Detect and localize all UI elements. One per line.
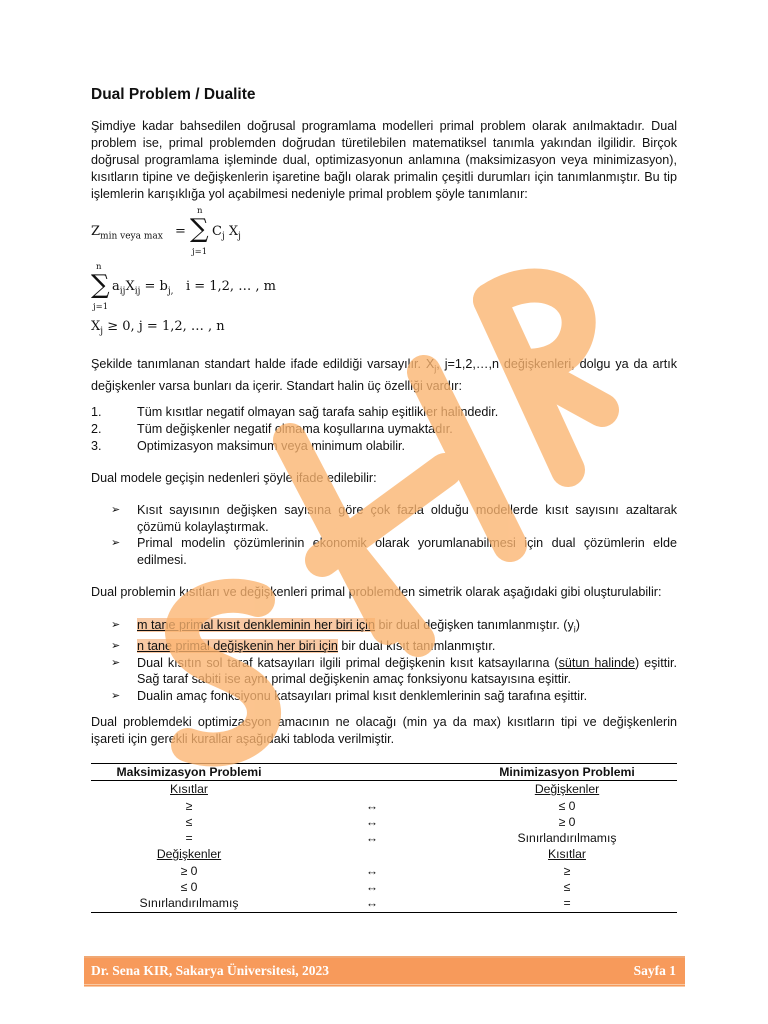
rule-1-text: bir dual değişken tanımlanmıştır. (y — [374, 618, 574, 632]
eq2-index-range: i = 1,2, … , m — [185, 279, 276, 294]
table-row — [91, 781, 677, 798]
footer-page-number: Sayfa 1 — [633, 963, 676, 978]
list-item — [91, 438, 498, 455]
list-item-text: Optimizasyon maksimum veya minimum olabilir. — [137, 439, 406, 453]
eq2-lower-limit: j=1 — [93, 302, 109, 312]
list-item — [111, 638, 677, 655]
table-cell-right: Sınırlandırılmamış — [517, 831, 617, 846]
list-item — [91, 404, 498, 421]
table-row — [91, 879, 677, 895]
reasons-intro: Dual modele geçişin nedenleri şöyle ifade edilebilir: — [91, 471, 377, 485]
eq1-z: Z — [91, 224, 101, 239]
eq2-upper-limit: n — [96, 262, 102, 272]
arrow-bullet-icon: ➢ — [111, 689, 121, 702]
list-item — [111, 617, 677, 638]
list-item-text: Tüm değişkenler negatif olmama koşullarına uymaktadır. — [137, 422, 453, 436]
table-cell-arrow: ↔ — [365, 831, 379, 846]
list-item-text: Kısıt sayısının değişken sayısına göre çok fazla olduğu modellerde kısıt sayısını azaltarak çözümü kolaylaştırmak. — [137, 503, 677, 534]
eq1-upper-limit: n — [197, 206, 203, 216]
list-item — [91, 421, 498, 438]
page-footer — [84, 956, 685, 987]
table-cell-right: Değişkenler — [534, 782, 600, 797]
rule-1-underlined: m tane primal kısıt denkleminin her biri için — [137, 618, 375, 632]
rule-1-sub: i — [573, 624, 576, 635]
arrow-bullet-icon: ➢ — [111, 504, 121, 516]
table-cell-left: ≤ 0 — [180, 880, 198, 895]
table-row — [91, 863, 677, 879]
constraint-equation — [91, 262, 411, 314]
standard-para-b: , j=1,2,…,n değişkenleri, dolgu ya da artık değişkenler varsa bunları da içerir. Standart halin üç özelliği vardır: — [91, 357, 677, 393]
rule-3-text-b: ) eşittir. Sağ taraf sabiti ise aynı primal değişkenin amaç fonksiyonu katsayısına eşittir. — [137, 655, 677, 687]
eq3-x: X — [91, 319, 101, 334]
rule-1-end: ) — [575, 618, 580, 632]
nonnegativity-equation — [91, 319, 391, 339]
table-cell-left: ≥ 0 — [180, 863, 198, 878]
eq1-equals: = — [175, 224, 186, 239]
table-cell-left: Kısıtlar — [170, 782, 208, 797]
table-row — [91, 798, 677, 814]
eq1-lower-limit: j=1 — [192, 247, 208, 257]
rule-4-text: Dualin amaç fonksiyonu katsayıları primal kısıt denklemlerinin sağ tarafına eşittir. — [137, 688, 588, 703]
eq1-c: C — [212, 224, 222, 239]
eq2-x-sub: ij — [134, 286, 141, 297]
arrow-bullet-icon: ➢ — [111, 619, 121, 631]
table-cell-arrow: ↔ — [287, 895, 457, 912]
table-header-row — [91, 764, 677, 781]
table-header-max: Maksimizasyon Problemi — [91, 764, 287, 781]
table-cell-arrow — [287, 781, 457, 798]
construction-intro: Dual problemin kısıtları ve değişkenleri primal problemden simetrik olarak aşağıdaki gibi oluşturulabilir: — [91, 585, 662, 599]
list-item-number: 3. — [91, 439, 102, 453]
intro-paragraph: Şimdiye kadar bahsedilen doğrusal programlama modelleri primal problem olarak anılmaktadır. Dual problem ise, primal problemden doğrudan türetilebilen matematiksel tanımla yakından ilgilidir. Birçok doğrusal programlama işleminde dual, optimizasyonun anlamına (maksimizasyon veya minimizasyon), kısıtların tipine ve değişkenlerin işaretine bağlı olarak primalin çeşitli durumları için tanımlanmıştır. Bu tip işlemlerin karışıklığa yol açabilmesi nedeniyle primal problem şöyle tanımlanır: — [91, 119, 677, 201]
standard-para-sub: j — [434, 363, 437, 374]
reasons-list — [111, 502, 677, 568]
table-cell-left: ≤ — [185, 814, 193, 829]
rule-3-text-a: Dual kısıtın sol taraf katsayıları ilgili primal değişkenin kısıt katsayılarına ( — [137, 655, 559, 670]
list-item — [111, 535, 677, 568]
table-cell-arrow: ↔ — [365, 814, 379, 829]
table-header-spacer — [287, 764, 457, 781]
eq2-sigma: ∑ — [91, 270, 110, 300]
table-cell-right: ≥ 0 — [558, 814, 576, 829]
table-cell-left: ≥ — [185, 798, 193, 813]
objective-equation — [91, 206, 391, 262]
table-cell-arrow: ↔ — [365, 880, 379, 895]
list-item — [111, 688, 677, 705]
table-cell-arrow: ↔ — [365, 798, 379, 813]
eq2-rhs-sub: j, — [167, 286, 174, 297]
table-cell-right: ≤ — [563, 880, 571, 895]
table-cell-left: Sınırlandırılmamış — [91, 895, 287, 912]
eq3-range: ≥ 0, j = 1,2, … , n — [107, 319, 225, 334]
list-item-number: 1. — [91, 405, 102, 419]
arrow-bullet-icon: ➢ — [111, 640, 121, 653]
table-row — [91, 895, 677, 912]
table-intro: Dual problemdeki optimizasyon amacının ne olacağı (min ya da max) kısıtların tipi ve değişkenlerin işareti için gerekli kurallar aşağıdaki tabloda verilmiştir. — [91, 715, 677, 746]
rule-3-underlined: sütun halinde — [558, 655, 635, 670]
table-cell-right: = — [457, 895, 677, 912]
footer-author: Dr. Sena KIR, Sakarya Üniversitesi, 2023 — [91, 963, 330, 978]
rule-2-text: bir dual kısıt tanımlanmıştır. — [337, 639, 496, 654]
list-item-text: Primal modelin çözümlerinin ekonomik olarak yorumlanabilmesi için dual çözümlerin elde edilmesi. — [137, 536, 677, 567]
arrow-bullet-icon: ➢ — [111, 656, 121, 669]
dual-rules-table — [91, 763, 677, 913]
standard-form-paragraph — [91, 356, 677, 395]
table-cell-right: ≥ — [563, 863, 571, 878]
list-item-number: 2. — [91, 422, 102, 436]
eq2-a-sub: ij — [119, 286, 126, 297]
eq1-x: X — [228, 224, 239, 239]
eq3-x-sub: j — [100, 326, 104, 337]
eq1-c-sub: j — [221, 231, 225, 242]
table-row — [91, 830, 677, 846]
eq2-rhs: = b — [144, 279, 168, 294]
eq2-a: a — [112, 279, 120, 294]
table-cell-right: ≤ 0 — [558, 798, 576, 813]
table-row — [91, 846, 677, 862]
arrow-bullet-icon: ➢ — [111, 537, 121, 549]
list-item-text: Tüm kısıtlar negatif olmayan sağ tarafa sahip eşitlikler halindedir. — [137, 405, 499, 419]
list-item — [111, 502, 677, 535]
construction-rules-list — [111, 617, 677, 704]
eq1-sigma: ∑ — [190, 214, 209, 244]
table-row — [91, 814, 677, 830]
list-item — [111, 655, 677, 688]
page-title: Dual Problem / Dualite — [91, 86, 256, 103]
table-cell-left: = — [185, 831, 193, 846]
table-header-min: Minimizasyon Problemi — [457, 764, 677, 781]
table-cell-arrow — [287, 846, 457, 862]
table-cell-left: Değişkenler — [156, 847, 222, 862]
table-cell-right: Kısıtlar — [548, 847, 586, 862]
eq2-x: X — [125, 279, 135, 294]
table-cell-arrow: ↔ — [365, 863, 379, 878]
eq1-zsub: min veya max — [100, 231, 163, 242]
properties-list — [91, 404, 498, 455]
rule-2-underlined: n tane primal değişkenin her biri için — [137, 639, 338, 654]
standard-para-a: Şekilde tanımlanan standart halde ifade edildiği varsayılır. X — [91, 357, 435, 371]
eq1-x-sub: j — [238, 231, 241, 242]
